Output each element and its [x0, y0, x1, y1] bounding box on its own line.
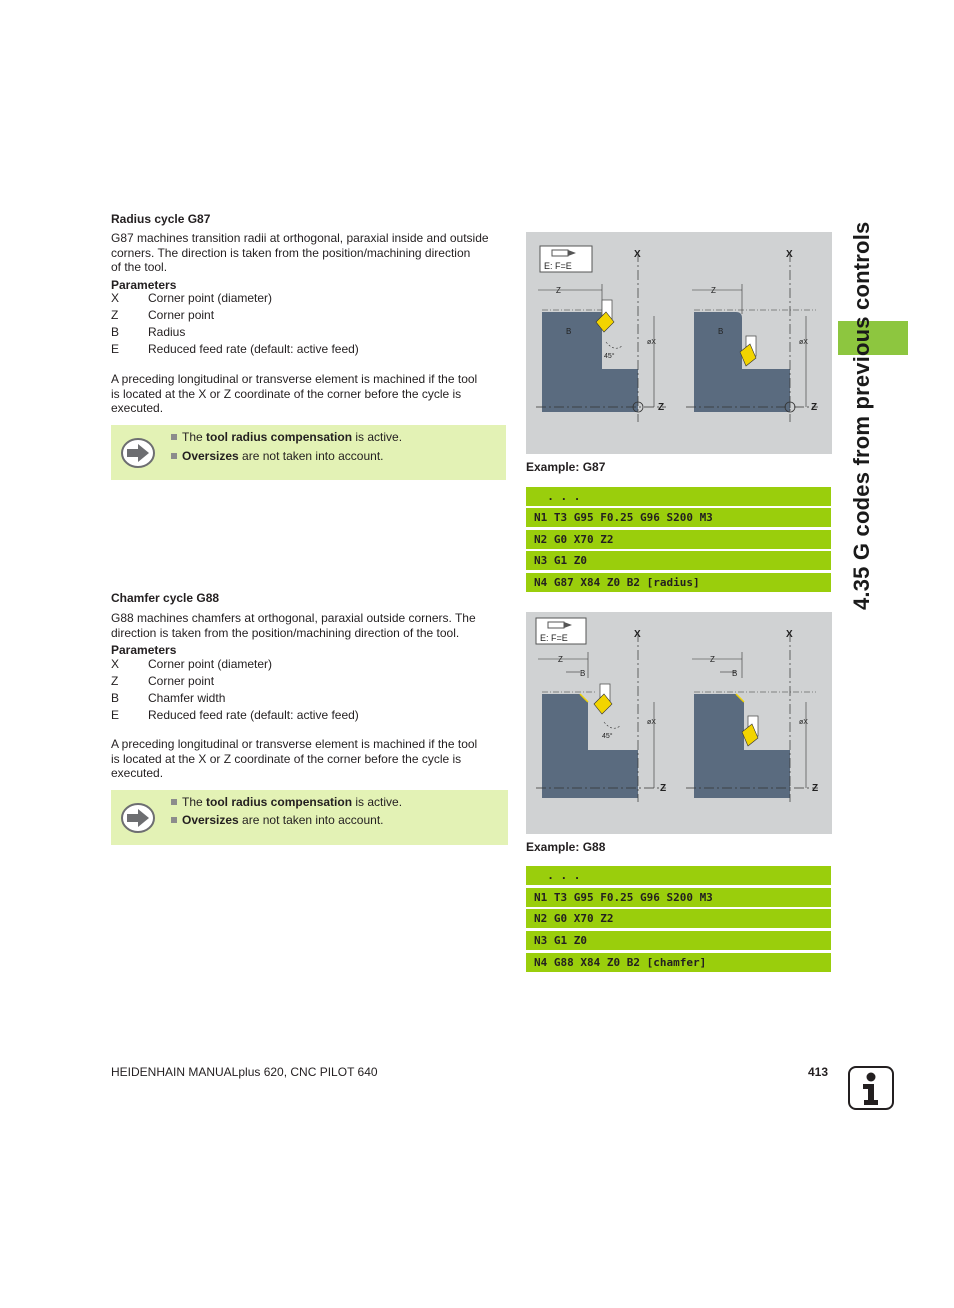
- bullet-icon: [171, 817, 177, 823]
- example-caption-g88: Example: G88: [526, 840, 606, 854]
- note-box: [111, 790, 508, 845]
- svg-text:øX: øX: [647, 719, 656, 726]
- param-row: X Corner point (diameter): [111, 657, 273, 671]
- code-line: N3 G1 Z0: [526, 551, 831, 570]
- figure-g87: [526, 232, 832, 454]
- svg-text:B: B: [566, 327, 572, 336]
- svg-text:X: X: [634, 629, 641, 640]
- section-heading-g88: Chamfer cycle G88: [111, 591, 220, 605]
- info-icon: [847, 1065, 895, 1111]
- svg-text:Z: Z: [812, 783, 819, 794]
- note-line: The tool radius compensation is active.: [171, 795, 402, 809]
- section-paragraph-g88: A preceding longitudinal or transverse element is machined if the tool is located at the X or Z coordinate of the corner before the cycle is executed.: [111, 737, 478, 780]
- section-paragraph-g87: A preceding longitudinal or transverse element is machined if the tool is located at the X or Z coordinate of the corner before the cycle is executed.: [111, 372, 478, 415]
- param-row: B Chamfer width: [111, 691, 226, 705]
- footer-text: HEIDENHAIN MANUALplus 620, CNC PILOT 640: [111, 1065, 378, 1079]
- param-row: B Radius: [111, 325, 186, 339]
- bullet-icon: [171, 434, 177, 440]
- note-line: The tool radius compensation is active.: [171, 430, 402, 444]
- svg-text:X: X: [786, 249, 793, 260]
- svg-text:øX: øX: [799, 719, 808, 726]
- svg-text:Z: Z: [660, 783, 667, 794]
- bullet-icon: [171, 453, 177, 459]
- code-line: N1 T3 G95 F0.25 G96 S200 M3: [526, 508, 831, 527]
- code-line: . . .: [526, 487, 831, 506]
- code-line: N4 G87 X84 Z0 B2 [radius]: [526, 573, 831, 592]
- section-intro-g88: G88 machines chamfers at orthogonal, paraxial outside corners. The direction is taken from the position/machining direction of the tool.: [111, 611, 476, 640]
- svg-text:B: B: [718, 327, 724, 336]
- svg-text:Z: Z: [711, 286, 716, 295]
- example-caption-g87: Example: G87: [526, 460, 606, 474]
- code-line: N2 G0 X70 Z2: [526, 530, 831, 549]
- note-line: Oversizes are not taken into account.: [171, 813, 383, 827]
- note-box: [111, 425, 506, 480]
- param-row: E Reduced feed rate (default: active feed): [111, 342, 359, 356]
- svg-text:Z: Z: [558, 655, 563, 664]
- param-row: Z Corner point: [111, 674, 215, 688]
- code-line: N3 G1 Z0: [526, 931, 831, 950]
- section-heading-g87: Radius cycle G87: [111, 212, 211, 226]
- arrow-right-icon: [121, 803, 155, 833]
- svg-text:Z: Z: [811, 402, 818, 413]
- svg-text:45°: 45°: [602, 733, 613, 740]
- code-line: N2 G0 X70 Z2: [526, 909, 831, 928]
- svg-text:Z: Z: [556, 286, 561, 295]
- svg-text:B: B: [732, 669, 738, 678]
- arrow-right-icon: [121, 438, 155, 468]
- svg-text:øX: øX: [647, 339, 656, 346]
- svg-text:X: X: [634, 249, 641, 260]
- svg-text:45°: 45°: [604, 353, 615, 360]
- svg-text:B: B: [580, 669, 586, 678]
- param-row: E Reduced feed rate (default: active feed): [111, 708, 359, 722]
- svg-text:X: X: [786, 629, 793, 640]
- svg-text:Z: Z: [710, 655, 715, 664]
- chapter-title: 4.35 G codes from previous controls: [849, 221, 874, 610]
- section-intro-g87: G87 machines transition radii at orthogonal, paraxial inside and outside corners. The direction is taken from the position/machining direction of the tool.: [111, 231, 489, 274]
- note-line: Oversizes are not taken into account.: [171, 449, 383, 463]
- code-line: . . .: [526, 866, 831, 885]
- page-number: 413: [808, 1065, 829, 1079]
- svg-text:E: F=E: E: F=E: [540, 633, 568, 643]
- code-line: N4 G88 X84 Z0 B2 [chamfer]: [526, 953, 831, 972]
- svg-text:Z: Z: [658, 402, 665, 413]
- params-heading-g88: Parameters: [111, 643, 177, 657]
- svg-text:øX: øX: [799, 339, 808, 346]
- figure-g88: [526, 612, 832, 834]
- param-row: X Corner point (diameter): [111, 291, 273, 305]
- code-line: N1 T3 G95 F0.25 G96 S200 M3: [526, 888, 831, 907]
- params-heading-g87: Parameters: [111, 278, 177, 292]
- param-row: Z Corner point: [111, 308, 215, 322]
- bullet-icon: [171, 799, 177, 805]
- svg-text:E: F=E: E: F=E: [544, 261, 572, 271]
